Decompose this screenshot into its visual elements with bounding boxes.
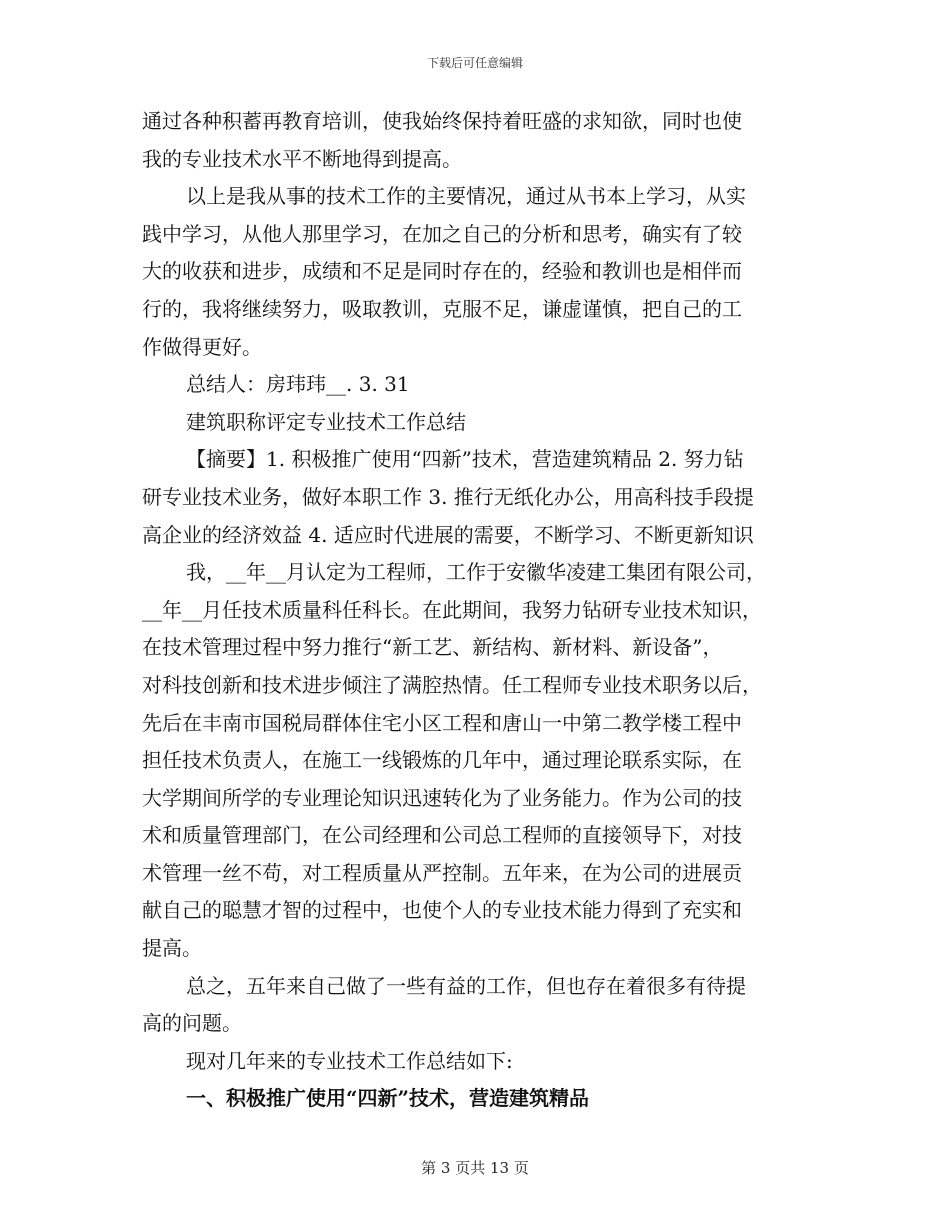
text-line: 我，__年__月认定为工程师，工作于安徽华凌建工集团有限公司， [186,560,766,585]
page-header: 下载后可任意编辑 [426,56,523,70]
text-line: 【摘要】1. 积极推广使用“四新”技术，营造建筑精品 2. 努力钻 [186,447,744,472]
text-line: 践中学习，从他人那里学习，在加之自己的分析和思考，确实有了较 [142,221,742,246]
text-line: 以上是我从事的技术工作的主要情况，通过从书本上学习，从实 [186,184,746,209]
text-line: 在技术管理过程中努力推行“新工艺、新结构、新材料、新设备”， [142,635,723,660]
text-line: 术管理一丝不苟，对工程质量从严控制。五年来，在为公司的进展贡 [142,860,742,885]
text-line: 作做得更好。 [142,334,262,359]
text-line: __年__月任技术质量科任科长。在此期间，我努力钻研专业技术知识， [142,597,762,622]
text-line: 行的，我将继续努力，吸取教训，克服不足，谦虚谨慎，把自己的工 [142,296,742,321]
text-line: 术和质量管理部门，在公司经理和公司总工程师的直接领导下，对技 [142,823,742,848]
text-line: 总结人：房玮玮__. 3. 31 [186,372,410,397]
text-line: 高的问题。 [142,1011,242,1036]
text-line: 建筑职称评定专业技术工作总结 [186,409,466,434]
text-line: 高企业的经济效益 4. 适应时代进展的需要，不断学习、不断更新知识 [142,522,754,547]
page-footer: 第 3 页共 13 页 [421,1159,529,1177]
text-line: 对科技创新和技术进步倾注了满腔热情。任工程师专业技术职务以后， [142,672,762,697]
document-body [142,103,810,1118]
text-line: 现对几年来的专业技术工作总结如下: [186,1048,513,1073]
section-heading: 一、积极推广使用“四新”技术，营造建筑精品 [186,1086,590,1111]
text-line: 我的专业技术水平不断地得到提高。 [142,146,462,171]
text-line: 通过各种积蓄再教育培训，使我始终保持着旺盛的求知欲，同时也使 [142,109,742,133]
text-line: 先后在丰南市国税局群体住宅小区工程和唐山一中第二教学楼工程中 [142,710,742,735]
text-line: 大学期间所学的专业理论知识迅速转化为了业务能力。作为公司的技 [142,785,742,810]
text-line: 总之，五年来自己做了一些有益的工作，但也存在着很多有待提 [186,973,746,998]
text-line: 大的收获和进步，成绩和不足是同时存在的，经验和教训也是相伴而 [142,259,742,284]
text-line: 提高。 [142,936,202,961]
text-line: 担任技术负责人，在施工一线锻炼的几年中，通过理论联系实际，在 [142,748,742,773]
text-line: 研专业技术业务，做好本职工作 3. 推行无纸化办公，用高科技手段提 [142,484,754,509]
text-line: 献自己的聪慧才智的过程中，也使个人的专业技术能力得到了充实和 [142,898,742,923]
